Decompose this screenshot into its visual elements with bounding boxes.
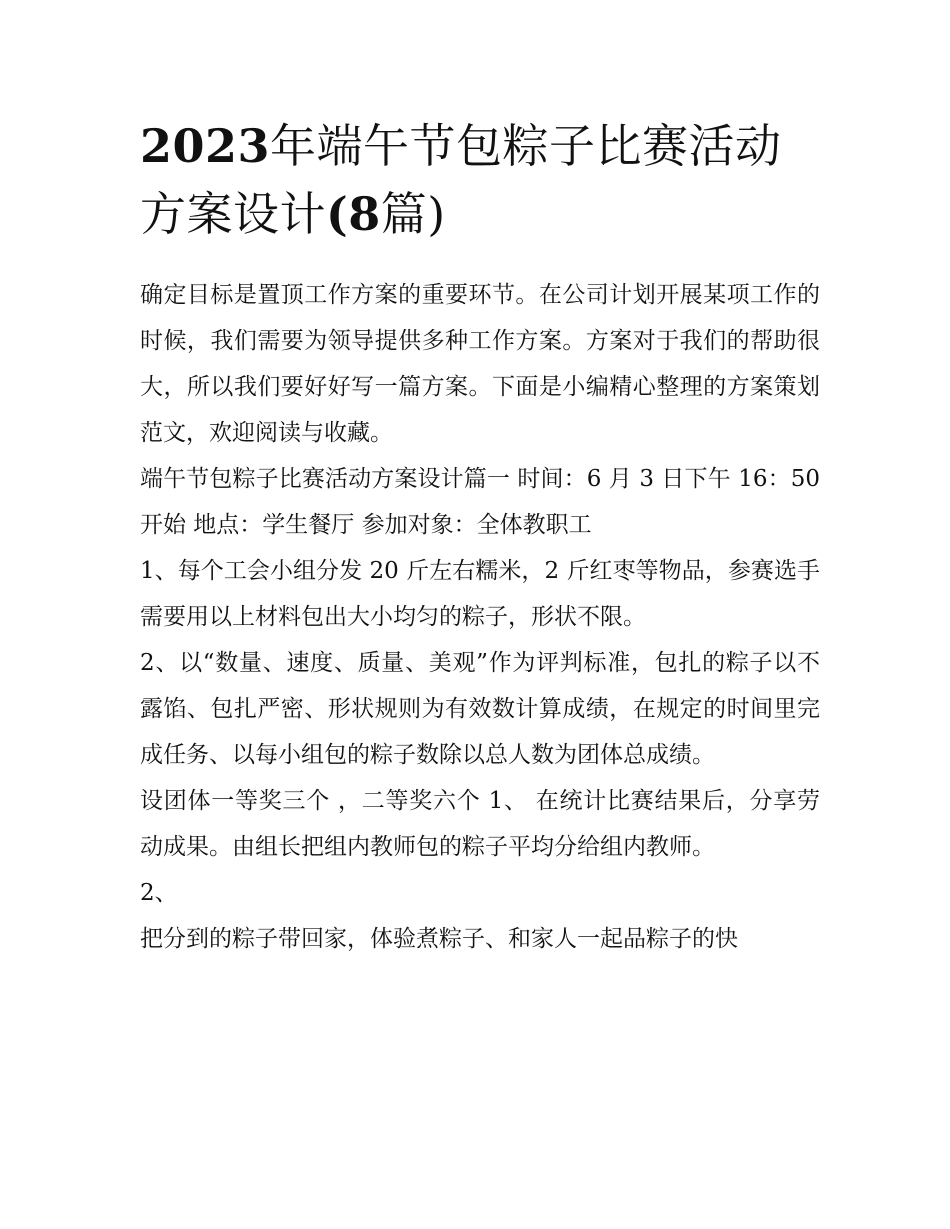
title-text: 年端午节包粽子比赛活动方案设计 <box>140 119 782 241</box>
item-2-label: 2、 <box>140 880 178 906</box>
title-count: 8 <box>348 187 381 241</box>
rule-1-paragraph: 1、每个工会小组分发 20 斤左右糯米，2 斤红枣等物品，参赛选手需要用以上材料包出大小均匀的粽子，形状不限。 <box>140 558 820 630</box>
intro-paragraph: 确定目标是置顶工作方案的重要环节。在公司计划开展某项工作的时候，我们需要为领导提供多种工作方案。方案对于我们的帮助很大，所以我们要好好写一篇方案。下面是小编精心整理的方案策划范文，欢迎阅读与收藏。 <box>140 282 820 446</box>
title-paren-open: ( <box>326 187 349 241</box>
document-page <box>140 112 820 962</box>
event-info-paragraph: 端午节包粽子比赛活动方案设计篇一 时间：6 月 3 日下午 16：50 开始 地点：学生餐厅 参加对象：全体教职工 <box>140 466 820 538</box>
closing-paragraph: 把分到的粽子带回家，体验煮粽子、和家人一起品粽子的快 <box>140 926 738 952</box>
title-year: 2023 <box>140 119 271 173</box>
awards-paragraph: 设团体一等奖三个 ，二等奖六个 1、 在统计比赛结果后，分享劳动成果。由组长把组内教师包的粽子平均分给组内教师。 <box>140 788 820 860</box>
rule-2-paragraph: 2、以“数量、速度、质量、美观”作为评判标准，包扎的粽子以不露馅、包扎严密、形状规则为有效数计算成绩，在规定的时间里完成任务、以每小组包的粽子数除以总人数为团体总成绩。 <box>140 650 820 768</box>
document-title <box>140 112 820 248</box>
title-suffix: 篇) <box>380 187 446 241</box>
document-body <box>140 272 820 962</box>
